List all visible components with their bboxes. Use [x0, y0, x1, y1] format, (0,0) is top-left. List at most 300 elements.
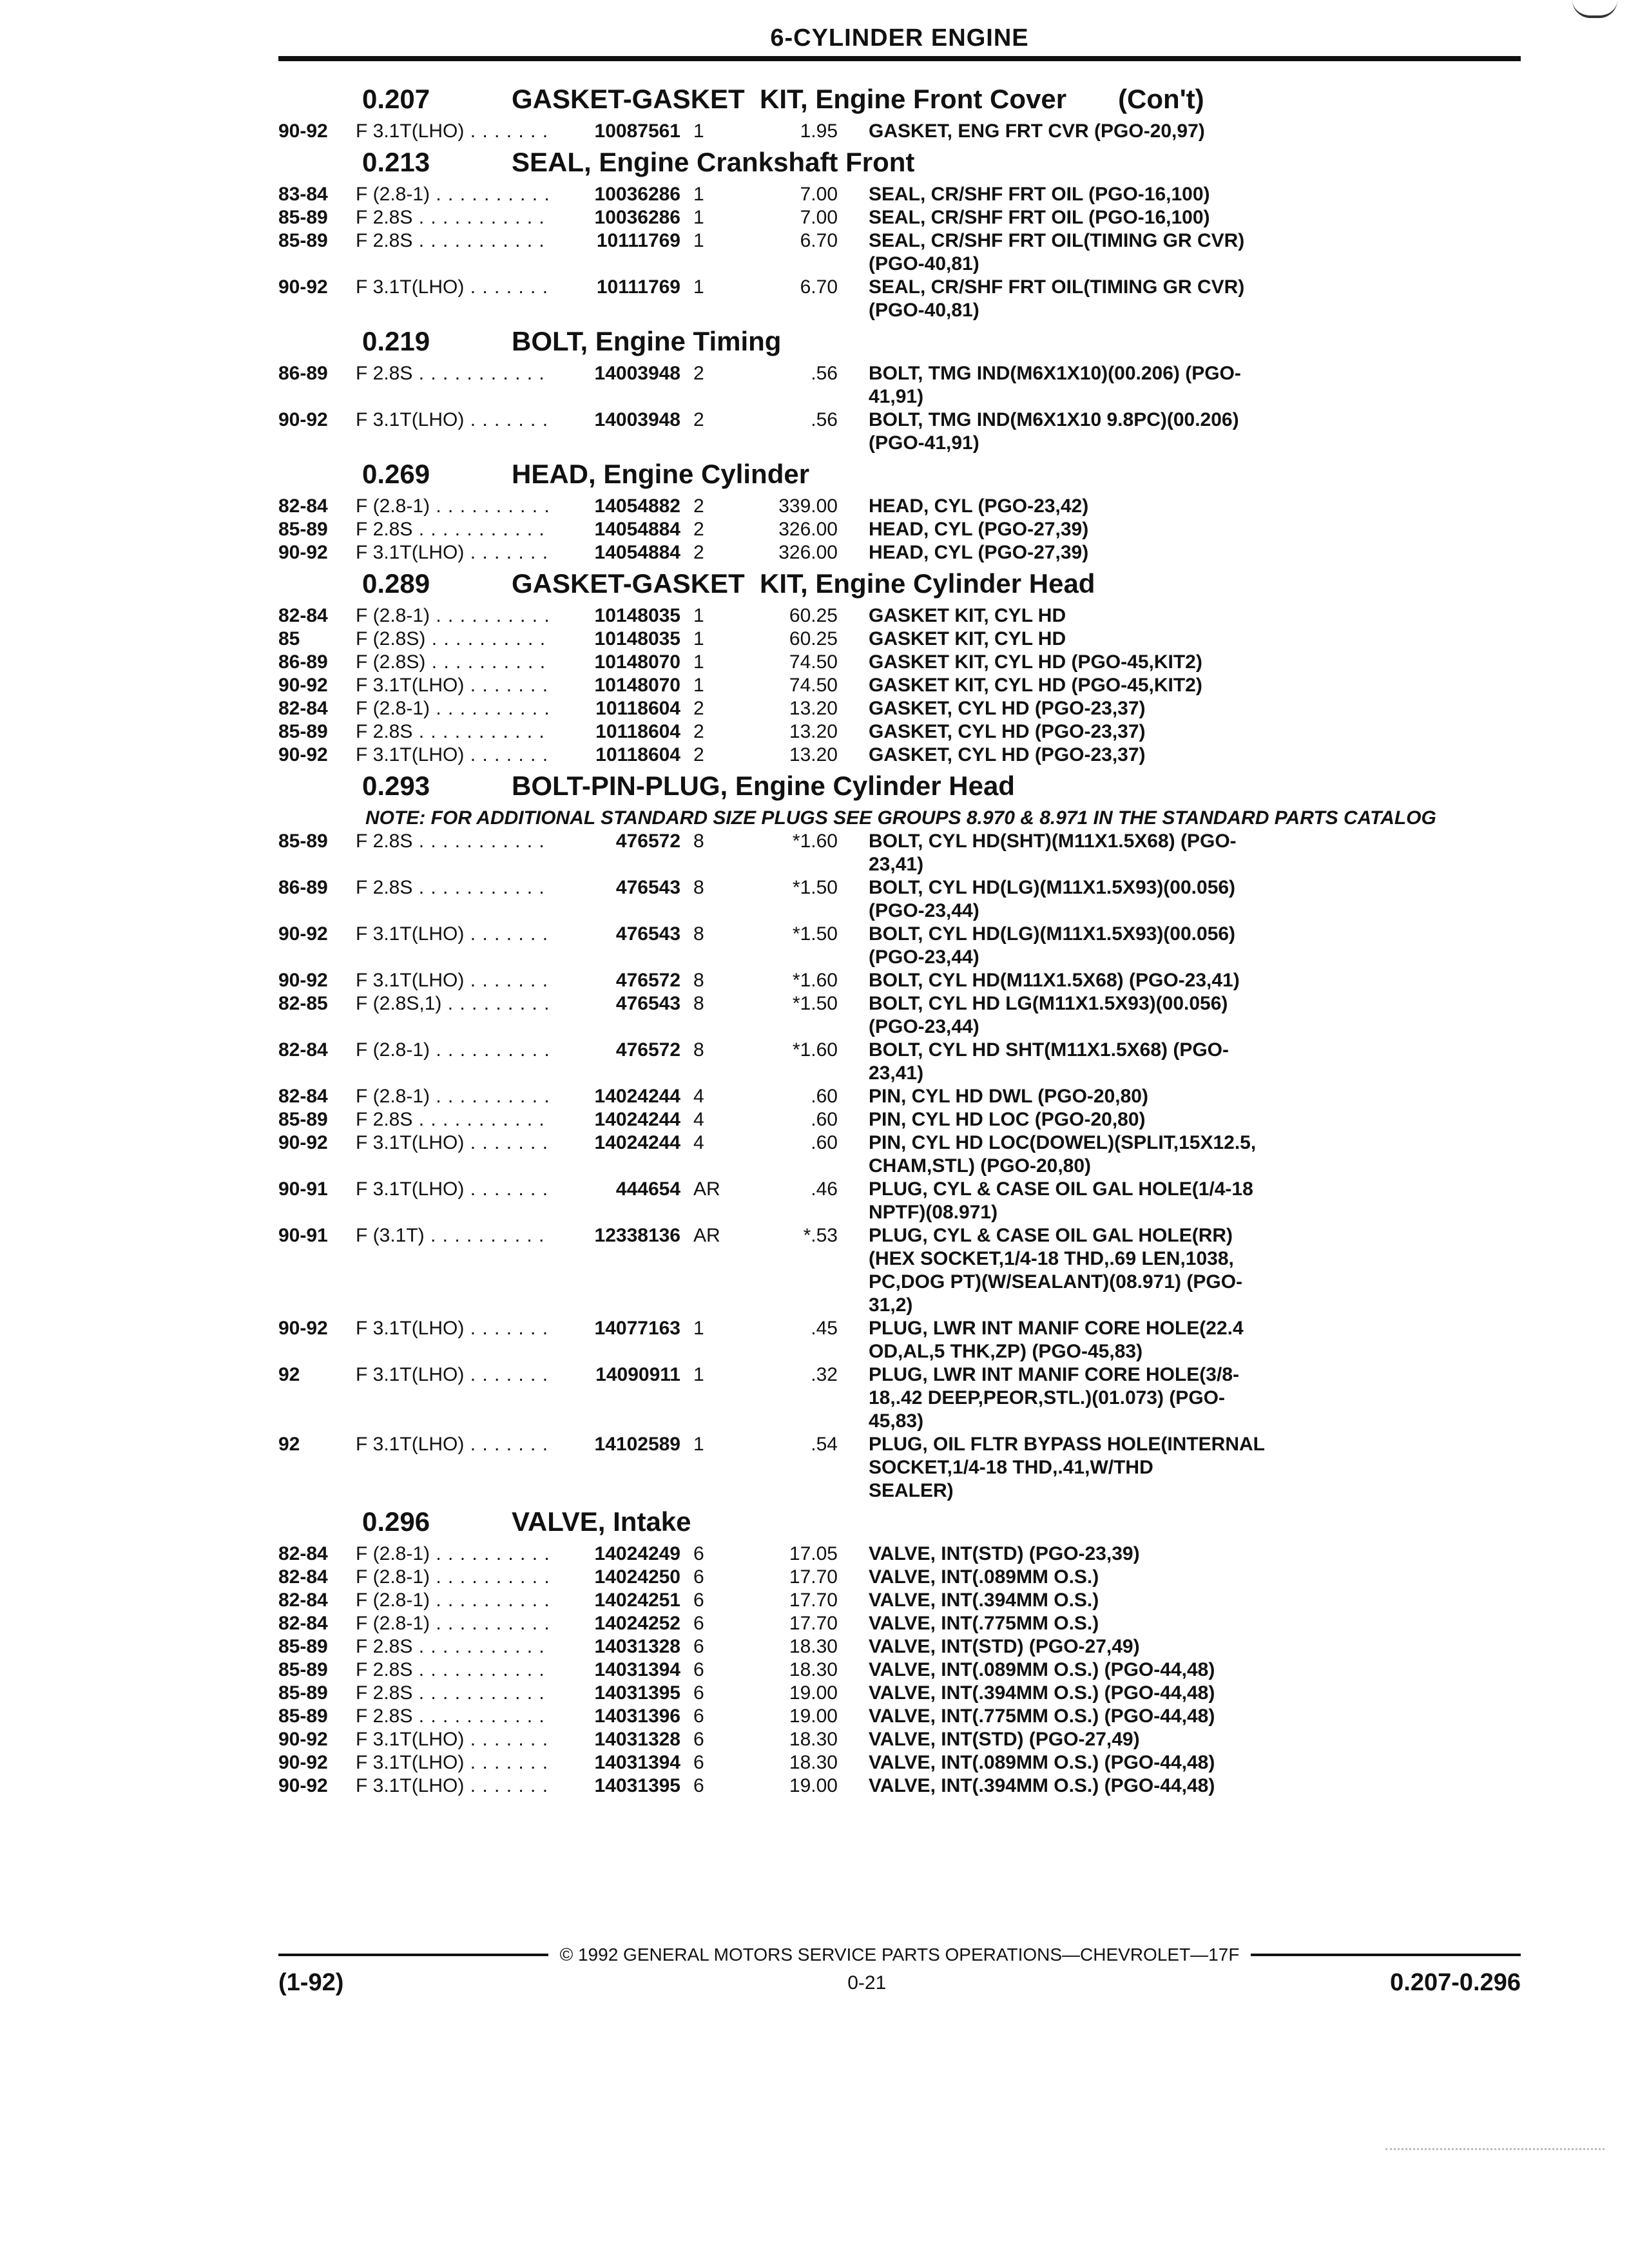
engine-code-text: F 2.8S	[356, 363, 413, 384]
part-number: 10148070	[594, 675, 680, 696]
engine-code-text: F 2.8S	[356, 1109, 413, 1130]
model-years: 85-89	[278, 1659, 328, 1680]
engine-code-text: F 2.8S	[356, 230, 413, 251]
part-description-text: SEAL, CR/SHF FRT OIL (PGO-16,100)	[869, 207, 1210, 228]
part-row	[278, 697, 1521, 720]
engine-code-text: F 2.8S	[356, 1706, 413, 1727]
engine-code	[356, 923, 549, 946]
engine-code-text: F 3.1T(LHO)	[356, 970, 465, 991]
engine-code-text: F 2.8S	[356, 831, 413, 852]
part-number: 14077163	[594, 1318, 680, 1339]
part-description-text: GASKET KIT, CYL HD (PGO-45,KIT2)	[869, 675, 1202, 696]
engine-code	[356, 992, 549, 1015]
part-description-text: VALVE, INT(.775MM O.S.)	[869, 1613, 1099, 1634]
part-number: 10111769	[596, 276, 680, 298]
part-description-text: PIN, CYL HD LOC (PGO-20,80)	[869, 1109, 1146, 1130]
engine-code	[356, 229, 549, 253]
engine-code	[356, 1751, 549, 1774]
price: 18.30	[789, 1659, 838, 1680]
part-number: 14024244	[594, 1086, 680, 1107]
part-description-text: BOLT, CYL HD SHT(M11X1.5X68) (PGO- 23,41)	[869, 1039, 1229, 1084]
quantity: 6	[693, 1752, 704, 1773]
quantity: 6	[693, 1729, 704, 1750]
section-heading	[278, 143, 1521, 183]
date-code: (1-92)	[278, 1969, 344, 1996]
model-years: 85-89	[278, 831, 328, 852]
part-description	[838, 1751, 1302, 1774]
part-description	[838, 1433, 1302, 1503]
part-row	[278, 1682, 1521, 1705]
price: .54	[811, 1434, 838, 1455]
engine-code-text: F (2.8-1)	[356, 1543, 430, 1564]
model-years: 85-89	[278, 519, 328, 540]
price: *1.60	[792, 970, 838, 991]
part-description	[838, 495, 1302, 518]
part-number: 476572	[615, 1039, 680, 1061]
part-description-text: VALVE, INT(.394MM O.S.) (PGO-44,48)	[869, 1775, 1215, 1796]
price: .60	[811, 1109, 838, 1130]
engine-code-text: F (2.8S)	[356, 628, 426, 649]
section-title: VALVE, Intake	[512, 1506, 691, 1537]
part-row	[278, 1085, 1521, 1108]
engine-code-text: F 2.8S	[356, 1636, 413, 1657]
engine-code	[356, 518, 549, 541]
part-row	[278, 362, 1521, 408]
part-row	[278, 1705, 1521, 1728]
engine-code	[356, 1682, 549, 1705]
part-number: 14054884	[594, 542, 680, 563]
part-description	[838, 830, 1302, 876]
part-description	[838, 1178, 1302, 1224]
page-header	[278, 24, 1521, 61]
part-row	[278, 1363, 1521, 1433]
engine-code	[356, 1542, 549, 1566]
model-years: 83-84	[278, 184, 328, 205]
price: 13.20	[789, 744, 838, 765]
part-description	[838, 697, 1302, 720]
part-description-text: BOLT, CYL HD LG(M11X1.5X93)(00.056) (PGO-23,44)	[869, 993, 1228, 1037]
part-number: 14031328	[594, 1729, 680, 1750]
section-title: BOLT-PIN-PLUG, Engine Cylinder Head	[512, 771, 1015, 801]
part-description-text: GASKET KIT, CYL HD	[869, 605, 1066, 626]
part-row	[278, 541, 1521, 564]
page-title: 6-CYLINDER ENGINE	[278, 24, 1521, 61]
part-number: 14024244	[594, 1109, 680, 1130]
part-description	[838, 362, 1302, 408]
part-row	[278, 969, 1521, 992]
engine-code	[356, 969, 549, 992]
price: *1.50	[792, 993, 838, 1014]
quantity: 2	[693, 495, 704, 517]
quantity: 1	[693, 675, 704, 696]
part-description	[838, 876, 1302, 923]
price: 339.00	[778, 495, 838, 517]
quantity: 2	[693, 409, 704, 430]
part-description	[838, 1728, 1302, 1751]
quantity: 1	[693, 1434, 704, 1455]
quantity: 6	[693, 1775, 704, 1796]
engine-code	[356, 276, 549, 299]
part-description-text: VALVE, INT(STD) (PGO-23,39)	[869, 1543, 1140, 1564]
price: 18.30	[789, 1636, 838, 1657]
part-description	[838, 1131, 1302, 1178]
quantity: 4	[693, 1132, 704, 1153]
model-years: 90-92	[278, 542, 328, 563]
part-number: 10118604	[595, 698, 680, 719]
part-row	[278, 1542, 1521, 1566]
part-number: 14031395	[594, 1775, 680, 1796]
section	[278, 1503, 1521, 1798]
part-number: 14024250	[594, 1566, 680, 1588]
part-number: 10087561	[594, 120, 680, 142]
model-years: 82-84	[278, 1590, 328, 1611]
engine-code	[356, 628, 549, 651]
part-row	[278, 830, 1521, 876]
part-row	[278, 1433, 1521, 1503]
model-years: 85-89	[278, 1706, 328, 1727]
model-years: 90-92	[278, 1752, 328, 1773]
part-description	[838, 541, 1302, 564]
engine-code	[356, 1589, 549, 1612]
quantity: 8	[693, 1039, 704, 1061]
part-description-text: PIN, CYL HD DWL (PGO-20,80)	[869, 1086, 1148, 1107]
engine-code	[356, 120, 549, 143]
section	[278, 455, 1521, 564]
engine-code-text: F 2.8S	[356, 721, 413, 742]
part-number: 10148070	[594, 651, 680, 673]
model-years: 85-89	[278, 1682, 328, 1704]
model-years: 90-92	[278, 1132, 328, 1153]
quantity: 6	[693, 1543, 704, 1564]
part-description	[838, 1612, 1302, 1635]
model-years: 90-92	[278, 409, 328, 430]
section-title: GASKET-GASKET KIT, Engine Cylinder Head	[512, 568, 1095, 599]
part-number: 10148035	[594, 605, 680, 626]
price: *1.60	[792, 1039, 838, 1061]
engine-code	[356, 1224, 549, 1247]
engine-code	[356, 697, 549, 720]
part-description	[838, 1658, 1302, 1682]
model-years: 90-92	[278, 120, 328, 142]
engine-code-text: F 3.1T(LHO)	[356, 923, 465, 945]
part-description	[838, 1566, 1302, 1589]
engine-code-text: F (2.8-1)	[356, 1566, 430, 1588]
part-number: 476572	[615, 970, 680, 991]
engine-code	[356, 183, 549, 206]
part-number: 476543	[615, 923, 680, 945]
part-description-text: SEAL, CR/SHF FRT OIL(TIMING GR CVR) (PGO-40,81)	[869, 230, 1245, 274]
part-number: 14054882	[594, 495, 680, 517]
part-description-text: VALVE, INT(.394MM O.S.) (PGO-44,48)	[869, 1682, 1215, 1704]
price: .45	[811, 1318, 838, 1339]
engine-code-text: F 3.1T(LHO)	[356, 1132, 465, 1153]
price: 19.00	[789, 1706, 838, 1727]
section	[278, 767, 1521, 1503]
section-heading	[278, 767, 1521, 807]
engine-code-text: F 3.1T(LHO)	[356, 1178, 465, 1200]
quantity: 1	[693, 184, 704, 205]
quantity: 2	[693, 744, 704, 765]
quantity: 1	[693, 120, 704, 142]
price: 6.70	[800, 276, 838, 298]
part-row	[278, 1108, 1521, 1131]
quantity: AR	[693, 1178, 720, 1200]
section-number: 0.269	[362, 459, 430, 489]
part-row	[278, 1635, 1521, 1658]
part-row	[278, 876, 1521, 923]
part-description-text: PLUG, CYL & CASE OIL GAL HOLE(1/4-18 NPTF)(08.971)	[869, 1178, 1253, 1223]
engine-code-text: F 2.8S	[356, 877, 413, 898]
price: 60.25	[789, 628, 838, 649]
quantity: 8	[693, 970, 704, 991]
model-years: 82-85	[278, 993, 328, 1014]
model-years: 90-92	[278, 1729, 328, 1750]
footer-rule-left	[278, 1954, 548, 1956]
part-description-text: PLUG, CYL & CASE OIL GAL HOLE(RR) (HEX SOCKET,1/4-18 THD,.69 LEN,1038, PC,DOG PT)(W/SEALANT)(08.971) (PGO- 31,2)	[869, 1225, 1243, 1316]
part-row	[278, 1317, 1521, 1363]
engine-code	[356, 1317, 549, 1340]
part-row	[278, 1131, 1521, 1178]
part-description-text: GASKET, ENG FRT CVR (PGO-20,97)	[869, 120, 1205, 142]
part-row	[278, 1728, 1521, 1751]
model-years: 82-84	[278, 1543, 328, 1564]
engine-code-text: F 3.1T(LHO)	[356, 120, 465, 142]
part-number: 14031394	[594, 1752, 680, 1773]
price: 326.00	[778, 519, 838, 540]
section-heading	[278, 455, 1521, 495]
page-range: 0.207-0.296	[1390, 1969, 1521, 1996]
part-row	[278, 720, 1521, 744]
part-row	[278, 744, 1521, 767]
part-row	[278, 1658, 1521, 1682]
part-description-text: HEAD, CYL (PGO-27,39)	[869, 519, 1089, 540]
part-number: 14031395	[594, 1682, 680, 1704]
part-row	[278, 229, 1521, 276]
part-row	[278, 923, 1521, 969]
model-years: 86-89	[278, 651, 328, 673]
engine-code	[356, 876, 549, 899]
price: 74.50	[789, 675, 838, 696]
part-row	[278, 276, 1521, 322]
part-description	[838, 1085, 1302, 1108]
model-years: 90-92	[278, 1775, 328, 1796]
part-description	[838, 744, 1302, 767]
faint-scan-rule	[1385, 2148, 1605, 2150]
model-years: 85-89	[278, 1109, 328, 1130]
section-note: NOTE: FOR ADDITIONAL STANDARD SIZE PLUGS SEE GROUPS 8.970 & 8.971 IN THE STANDARD PARTS CATALOG	[365, 807, 1436, 829]
part-description	[838, 992, 1302, 1039]
price: 18.30	[789, 1752, 838, 1773]
quantity: 8	[693, 877, 704, 898]
footer-rule-right	[1251, 1954, 1521, 1956]
quantity: 2	[693, 698, 704, 719]
part-description-text: VALVE, INT(.775MM O.S.) (PGO-44,48)	[869, 1706, 1215, 1727]
part-description-text: SEAL, CR/SHF FRT OIL (PGO-16,100)	[869, 184, 1210, 205]
part-row	[278, 604, 1521, 628]
quantity: 1	[693, 207, 704, 228]
quantity: 1	[693, 276, 704, 298]
section-number: 0.207	[362, 84, 430, 114]
engine-code-text: F 3.1T(LHO)	[356, 1434, 465, 1455]
engine-code-text: F 2.8S	[356, 207, 413, 228]
section-heading	[278, 80, 1521, 120]
quantity: 6	[693, 1636, 704, 1657]
section-title: SEAL, Engine Crankshaft Front	[512, 147, 915, 177]
part-description-text: GASKET KIT, CYL HD	[869, 628, 1066, 649]
part-row	[278, 1178, 1521, 1224]
quantity: 6	[693, 1566, 704, 1588]
part-description-text: GASKET, CYL HD (PGO-23,37)	[869, 744, 1146, 765]
part-description	[838, 1542, 1302, 1566]
part-description-text: SEAL, CR/SHF FRT OIL(TIMING GR CVR) (PGO-40,81)	[869, 276, 1245, 321]
part-number: 10148035	[594, 628, 680, 649]
engine-code	[356, 1728, 549, 1751]
section-number: 0.293	[362, 771, 430, 801]
model-years: 82-84	[278, 1566, 328, 1588]
part-description-text: VALVE, INT(STD) (PGO-27,49)	[869, 1729, 1140, 1750]
model-years: 82-84	[278, 1613, 328, 1634]
model-years: 90-92	[278, 923, 328, 945]
part-number: 14102589	[594, 1434, 680, 1455]
page-footer	[278, 1945, 1521, 1997]
part-row	[278, 495, 1521, 518]
model-years: 82-84	[278, 1039, 328, 1061]
part-number: 476572	[615, 831, 680, 852]
part-description	[838, 969, 1302, 992]
part-description-text: BOLT, CYL HD(SHT)(M11X1.5X68) (PGO- 23,41)	[869, 831, 1237, 875]
part-description	[838, 923, 1302, 969]
model-years: 82-84	[278, 605, 328, 626]
part-number: 14003948	[594, 409, 680, 430]
price: 74.50	[789, 651, 838, 673]
part-row	[278, 1589, 1521, 1612]
model-years: 85	[278, 628, 300, 649]
model-years: 90-91	[278, 1225, 328, 1246]
engine-code-text: F 3.1T(LHO)	[356, 1775, 465, 1796]
model-years: 92	[278, 1434, 300, 1455]
quantity: 1	[693, 628, 704, 649]
engine-code-text: F 3.1T(LHO)	[356, 1364, 465, 1385]
page-number: 0-21	[847, 1972, 887, 1994]
quantity: 4	[693, 1086, 704, 1107]
part-row	[278, 408, 1521, 455]
price: 19.00	[789, 1775, 838, 1796]
model-years: 85-89	[278, 230, 328, 251]
model-years: 85-89	[278, 207, 328, 228]
part-description	[838, 674, 1302, 697]
part-description-text: VALVE, INT(.394MM O.S.)	[869, 1590, 1099, 1611]
engine-code	[356, 408, 549, 432]
part-description	[838, 229, 1302, 276]
part-row	[278, 1566, 1521, 1589]
part-description-text: HEAD, CYL (PGO-27,39)	[869, 542, 1089, 563]
part-number: 476543	[615, 877, 680, 898]
part-description	[838, 1774, 1302, 1798]
part-description	[838, 408, 1302, 455]
part-number: 14031328	[594, 1636, 680, 1657]
engine-code-text: F (2.8-1)	[356, 495, 430, 517]
quantity: 2	[693, 542, 704, 563]
engine-code-text: F (2.8-1)	[356, 1039, 430, 1061]
part-number: 12338136	[594, 1225, 680, 1246]
part-description	[838, 206, 1302, 229]
engine-code-text: F (2.8-1)	[356, 698, 430, 719]
quantity: 1	[693, 1318, 704, 1339]
part-row	[278, 1751, 1521, 1774]
model-years: 90-92	[278, 970, 328, 991]
model-years: 85-89	[278, 1636, 328, 1657]
corner-mark	[1572, 0, 1617, 18]
engine-code	[356, 1658, 549, 1682]
model-years: 90-92	[278, 1318, 328, 1339]
model-years: 92	[278, 1364, 300, 1385]
section-title: BOLT, Engine Timing	[512, 326, 782, 356]
engine-code	[356, 651, 549, 674]
engine-code-text: F (2.8-1)	[356, 1590, 430, 1611]
quantity: 4	[693, 1109, 704, 1130]
engine-code	[356, 720, 549, 744]
model-years: 90-92	[278, 675, 328, 696]
quantity: 6	[693, 1682, 704, 1704]
part-description	[838, 1705, 1302, 1728]
price: 1.95	[800, 120, 838, 142]
price: *1.60	[792, 831, 838, 852]
part-description	[838, 651, 1302, 674]
part-number: 10036286	[594, 184, 680, 205]
engine-code-text: F 3.1T(LHO)	[356, 1729, 465, 1750]
model-years: 86-89	[278, 877, 328, 898]
part-number: 476543	[615, 993, 680, 1014]
section-title: HEAD, Engine Cylinder	[512, 459, 810, 489]
quantity: AR	[693, 1225, 720, 1246]
part-row	[278, 1039, 1521, 1085]
section-number: 0.296	[362, 1506, 430, 1537]
engine-code	[356, 604, 549, 628]
part-description-text: HEAD, CYL (PGO-23,42)	[869, 495, 1089, 517]
quantity: 6	[693, 1659, 704, 1680]
section	[278, 143, 1521, 322]
part-description	[838, 1589, 1302, 1612]
engine-code	[356, 1363, 549, 1387]
engine-code-text: F (2.8-1)	[356, 184, 430, 205]
price: .56	[811, 409, 838, 430]
quantity: 2	[693, 363, 704, 384]
part-description-text: PLUG, LWR INT MANIF CORE HOLE(22.4 OD,AL,5 THK,ZP) (PGO-45,83)	[869, 1318, 1244, 1362]
part-number: 14003948	[594, 363, 680, 384]
part-number: 10118604	[595, 721, 680, 742]
price: 6.70	[800, 230, 838, 251]
parts-list	[278, 80, 1521, 1798]
price: 17.70	[789, 1566, 838, 1588]
part-description-text: VALVE, INT(.089MM O.S.)	[869, 1566, 1099, 1588]
part-description-text: BOLT, TMG IND(M6X1X10)(00.206) (PGO- 41,91)	[869, 363, 1241, 407]
part-number: 10111769	[596, 230, 680, 251]
part-description	[838, 1682, 1302, 1705]
model-years: 82-84	[278, 495, 328, 517]
quantity: 1	[693, 230, 704, 251]
part-description	[838, 1039, 1302, 1085]
part-number: 14090911	[595, 1364, 680, 1385]
part-description	[838, 1317, 1302, 1363]
part-description	[838, 604, 1302, 628]
model-years: 90-92	[278, 276, 328, 298]
price: 7.00	[800, 184, 838, 205]
model-years: 85-89	[278, 721, 328, 742]
engine-code-text: F 3.1T(LHO)	[356, 1752, 465, 1773]
quantity: 6	[693, 1590, 704, 1611]
price: 17.70	[789, 1590, 838, 1611]
part-description	[838, 1363, 1302, 1433]
